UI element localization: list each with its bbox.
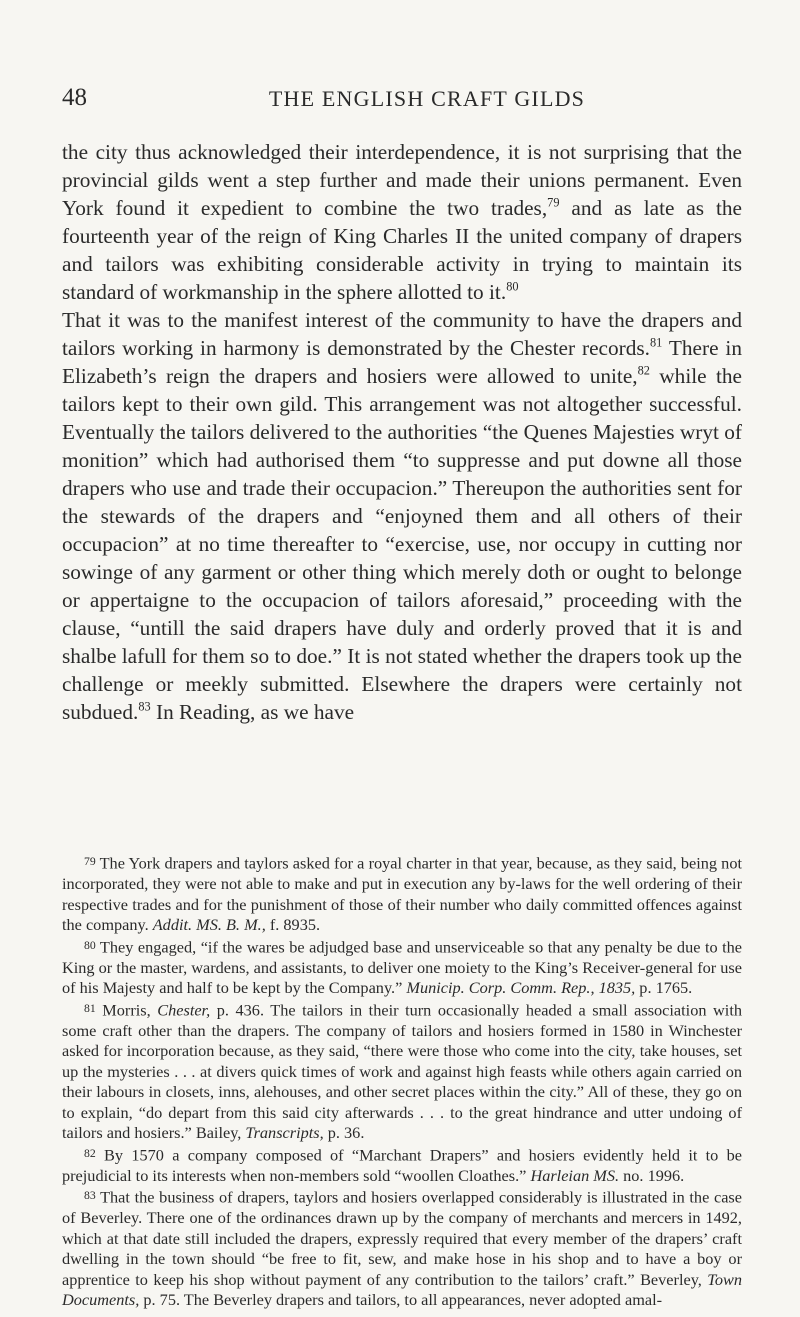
- paragraph: [62, 306, 742, 726]
- footnote-number: 81: [84, 1001, 96, 1015]
- footnote-ref[interactable]: 79: [547, 195, 560, 210]
- footnote-82: [62, 1144, 742, 1187]
- body-text: [62, 138, 742, 726]
- footnote-number: 82: [84, 1146, 96, 1160]
- running-title: THE ENGLISH CRAFT GILDS: [268, 86, 586, 111]
- paragraph: [62, 138, 742, 306]
- text-run: That it was to the manifest interest of the community to have the drapers and tailors working in harmony is demonstrated by the Chester records.: [62, 308, 742, 360]
- footnote-ref[interactable]: 81: [650, 335, 663, 350]
- text-run: and as late as the fourteenth year of the reign of King Charles II the united company of drapers and tailors was exhibiting considerable activity in trying to maintain its standard of workmanship in the sphere allotted to it.: [62, 196, 742, 304]
- text-run: In Reading, as we have: [150, 700, 355, 724]
- text-run: p. 436. The tailors in their turn occasionally headed a small association with some craft other than the drapers. The company of tailors and hosiers formed in 1580 in Winchester asked for incorporation because, as they said, “there were those who come into the city, take houses, set up the mysteries . . . at divers quick times of work and against high feasts while others again carried on their labours in closets, inns, alehouses, and other secret places within the city.” All of these, they go on to explain, “do depart from this said city afterwards . . . to the great hindrance and utter undoing of tailors and hosiers.” Bailey,: [62, 1000, 742, 1143]
- text-run: p. 1765.: [635, 978, 693, 998]
- text-run: By 1570 a company composed of “Marchant Drapers” and hosiers evidently held it to be prejudicial to its interests when non-members sold “woollen Cloathes.”: [62, 1145, 742, 1185]
- text-run: f. 8935.: [265, 915, 321, 935]
- citation: Town Documents,: [62, 1269, 742, 1310]
- footnote-ref[interactable]: 82: [637, 363, 650, 378]
- footnote-number: 83: [84, 1189, 96, 1203]
- footnote-81: [62, 999, 742, 1144]
- text-run: They engaged, “if the wares be adjudged base and unserviceable so that any penalty be due to the King or the master, wardens, and assistants, to deliver one moiety to the King’s Receiver-general for use of his Majesty and half to be kept by the Company.”: [62, 937, 742, 998]
- text-run: p. 75. The Beverley drapers and tailors, to all appearances, never adopted amal-: [139, 1290, 663, 1310]
- text-run: Morris,: [95, 1000, 158, 1020]
- text-run: The York drapers and taylors asked for a royal charter in that year, because, as they said, being not incorporated, they were not able to make and put in execution any by-laws for the well ordering of their respective trades and for the punishment of those of their number who daily committed offences against the company.: [62, 853, 742, 935]
- citation: Transcripts,: [245, 1123, 324, 1143]
- running-head: [62, 84, 740, 116]
- page-number: 48: [62, 84, 87, 111]
- footnote-83: [62, 1186, 742, 1311]
- text-run: no. 1996.: [619, 1165, 685, 1185]
- footnote-number: 80: [84, 938, 96, 952]
- citation: Chester,: [157, 1000, 211, 1020]
- footnote-ref[interactable]: 83: [138, 699, 151, 714]
- footnote-80: [62, 936, 742, 999]
- citation: Municip. Corp. Comm. Rep., 1835,: [406, 978, 636, 998]
- text-run: p. 36.: [323, 1123, 365, 1143]
- citation: Addit. MS. B. M.,: [152, 915, 266, 935]
- footnote-ref[interactable]: 80: [506, 279, 519, 294]
- citation: Harleian MS.: [530, 1165, 620, 1185]
- footnote-79: [62, 852, 742, 936]
- text-run: That the business of drapers, taylors and hosiers overlapped considerably is illustrated in the case of Beverley. There one of the ordinances drawn up by the company of merchants and mercers in 1492, which at that date still included the drapers, expressly required that every member of the drapers’ craft dwelling in the town should “be free to fit, sew, and make hose in his shop and to have a boy or apprentice to keep his shop without payment of any contribution to the tailors’ craft.” Beverley,: [62, 1187, 742, 1289]
- text-run: There in Elizabeth’s reign the drapers and hosiers were allowed to unite,: [62, 336, 743, 388]
- text-run: the city thus acknowledged their interdependence, it is not surprising that the provincial gilds went a step further and made their unions permanent. Even York found it expedient to combine the two trades,: [62, 140, 742, 220]
- text-run: while the tailors kept to their own gild. This arrangement was not altogether successful. Eventually the tailors delivered to the authorities “the Quenes Majesties wryt of monition” which had authorised them “to suppresse and put downe all those drapers who use and trade their occupacion.” Thereupon the authorities sent for the stewards of the drapers and “enjoyned them and all others of their occupacion” at no time thereafter to “exercise, use, nor occupy in cutting nor sowinge of any garment or other thing which merely doth or ought to belonge or appertaigne to the occupacion of tailors aforesaid,” proceeding with the clause, “untill the said drapers have duly and orderly proved that it is and shalbe lafull for them so to doe.” It is not stated whether the drapers took up the challenge or meekly submitted. Elsewhere the drapers were certainly not subdued.: [62, 364, 742, 724]
- footnotes: [62, 852, 742, 1311]
- footnote-number: 79: [84, 855, 96, 868]
